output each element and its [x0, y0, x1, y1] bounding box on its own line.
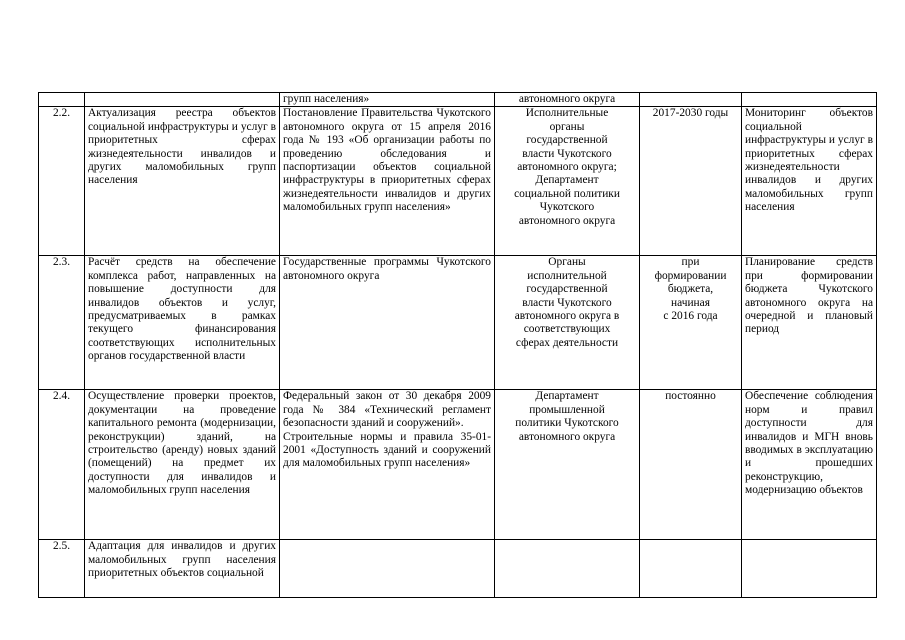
period-cell: постоянно [640, 390, 742, 540]
result-cell [742, 93, 877, 107]
executor-cell: Исполнительные органы государственной власти Чукотского автономного округа; Департамент социальной политики Чукотского автономного округа [495, 107, 640, 256]
period-cell: 2017-2030 годы [640, 107, 742, 256]
table-row [39, 93, 877, 107]
period-cell: при формировании бюджета, начиная с 2016 года [640, 256, 742, 390]
activity-cell [85, 93, 280, 107]
row-number: 2.5. [39, 540, 85, 598]
executor-cell [495, 540, 640, 598]
period-cell [640, 540, 742, 598]
measures-table [38, 92, 877, 598]
table-row [39, 540, 877, 598]
document-cell: Федеральный закон от 30 декабря 2009 года № 384 «Технический регламент безопасности зданий и сооружений». Строительные нормы и правила 35-01-2001 «Доступность зданий и сооружений для маломобильных групп населения» [280, 390, 495, 540]
activity-cell: Расчёт средств на обеспечение комплекса работ, направленных на повышение доступности для инвалидов объектов и услуг, предусматриваемых в рамках текущего финансирования соответствующих исполнительных органов государственной власти [85, 256, 280, 390]
row-number [39, 93, 85, 107]
table-row [39, 256, 877, 390]
period-cell [640, 93, 742, 107]
document-cell [280, 540, 495, 598]
executor-cell: Департамент промышленной политики Чукотского автономного округа [495, 390, 640, 540]
result-cell [742, 540, 877, 598]
table-row [39, 107, 877, 256]
activity-cell: Адаптация для инвалидов и других маломобильных групп населения приоритетных объектов социальной [85, 540, 280, 598]
result-cell: Планирование средств при формировании бюджета Чукотского автономного округа на очередной и плановый период [742, 256, 877, 390]
result-cell: Мониторинг объектов социальной инфраструктуры и услуг в приоритетных сферах жизнедеятельности инвалидов и других маломобильных групп населения [742, 107, 877, 256]
table-row [39, 390, 877, 540]
document-cell: Государственные программы Чукотского автономного округа [280, 256, 495, 390]
result-cell: Обеспечение соблюдения норм и правил доступности для инвалидов и МГН вновь вводимых в эксплуатацию и прошедших реконструкцию, модернизацию объектов [742, 390, 877, 540]
activity-cell: Осуществление проверки проектов, документации на проведение капитального ремонта (модернизации, реконструкции) зданий, на строительство (аренду) новых зданий (помещений) на предмет их доступности для инвалидов и маломобильных групп населения [85, 390, 280, 540]
document-cell: групп населения» [280, 93, 495, 107]
executor-cell: Органы исполнительной государственной власти Чукотского автономного округа в соответствующих сферах деятельности [495, 256, 640, 390]
row-number: 2.4. [39, 390, 85, 540]
activity-cell: Актуализация реестра объектов социальной инфраструктуры и услуг в приоритетных сферах жизнедеятельности инвалидов и других маломобильных групп населения [85, 107, 280, 256]
executor-cell: автономного округа [495, 93, 640, 107]
row-number: 2.2. [39, 107, 85, 256]
document-cell: Постановление Правительства Чукотского автономного округа от 15 апреля 2016 года № 193 «Об организации работы по проведению обследования и паспортизации объектов социальной инфраструктуры в приоритетных сферах жизнедеятельности инвалидов и других маломобильных групп населения» [280, 107, 495, 256]
row-number: 2.3. [39, 256, 85, 390]
